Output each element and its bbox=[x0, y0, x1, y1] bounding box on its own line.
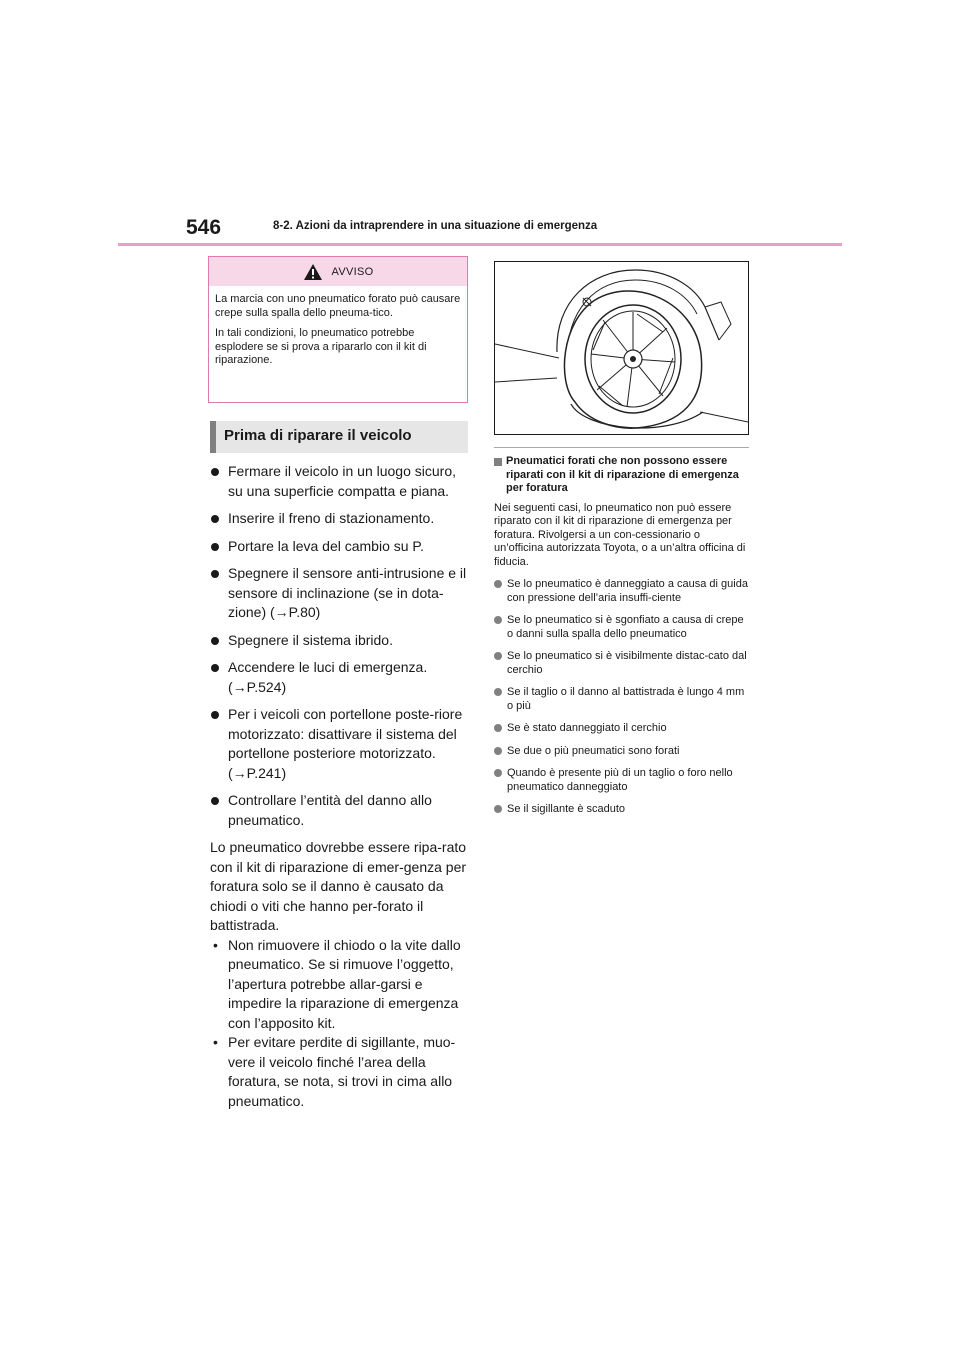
list-item: Accendere le luci di emergenza. (→P.524) bbox=[210, 658, 472, 697]
bullet-dot bbox=[211, 468, 219, 476]
list-item: Per i veicoli con portellone poste-riore motorizzato: disattivare il sistema del portellone posteriore motorizzato. (→P.241) bbox=[210, 705, 472, 783]
bullet-dot bbox=[211, 570, 219, 578]
list-item: Se due o più pneumatici sono forati bbox=[494, 745, 752, 759]
bullet-dot bbox=[494, 688, 502, 696]
sub-heading: Pneumatici forati che non possono essere riparati con il kit di riparazione di emergenza per foratura bbox=[494, 455, 752, 496]
bullet-dot bbox=[211, 543, 219, 551]
body-paragraph: Lo pneumatico dovrebbe essere ripa-rato con il kit di riparazione di emer-genza per foratura solo se il danno è causato da chiodi o viti che hanno per-forato il battistrada. bbox=[210, 839, 467, 933]
list-item: Se lo pneumatico si è visibilmente distac-cato dal cerchio bbox=[494, 650, 752, 677]
bullet-dot bbox=[494, 652, 502, 660]
bullet-dot bbox=[211, 797, 219, 805]
illustration-divider bbox=[494, 447, 749, 448]
right-column bbox=[494, 455, 752, 826]
warning-paragraph: In tali condizioni, lo pneumatico potrebbe esplodere se si prova a ripararlo con il kit di riparazione. bbox=[215, 327, 427, 366]
header-divider bbox=[118, 243, 842, 246]
list-item: Se lo pneumatico si è sgonfiato a causa di crepe o danni sulla spalla dello pneumatico bbox=[494, 614, 752, 641]
bullet-dot bbox=[494, 616, 502, 624]
flat-tire-illustration bbox=[494, 261, 749, 435]
list-item: Portare la leva del cambio su P. bbox=[210, 537, 472, 557]
section-heading: Prima di riparare il veicolo bbox=[210, 421, 468, 453]
list-item: Spegnere il sistema ibrido. bbox=[210, 631, 472, 651]
list-item: Se il taglio o il danno al battistrada è lungo 4 mm o più bbox=[494, 686, 752, 713]
bullet-dot bbox=[494, 805, 502, 813]
list-item: Se è stato danneggiato il cerchio bbox=[494, 722, 752, 736]
warning-paragraph: La marcia con uno pneumatico forato può causare crepe sulla spalla dello pneuma-tico. bbox=[215, 293, 461, 319]
bullet-dot bbox=[211, 711, 219, 719]
list-item: Quando è presente più di un taglio o foro nello pneumatico danneggiato bbox=[494, 767, 752, 794]
bullet-dot bbox=[494, 747, 502, 755]
page-number: 546 bbox=[186, 216, 222, 239]
tire-drawing bbox=[495, 262, 748, 434]
warning-label: AVVISO bbox=[331, 265, 374, 278]
bullet-dot bbox=[494, 769, 502, 777]
dash-item: • Per evitare perdite di sigillante, muo-vere il veicolo finché l’area della foratura, se nota, si trovi in cima allo pneumatico. bbox=[213, 1034, 456, 1109]
intro-paragraph: Nei seguenti casi, lo pneumatico non può essere riparato con il kit di riparazione di emergenza per foratura. Rivolgersi a un con-cessionario o un’officina autorizzata Toyota, o a un’altra officina di fiducia. bbox=[494, 501, 746, 568]
heading-square-icon bbox=[494, 458, 502, 466]
left-column bbox=[210, 462, 472, 1111]
dash-item: • Non rimuovere il chiodo o la vite dallo pneumatico. Se si rimuove l’oggetto, l’apertura potrebbe allar-garsi e impedire la riparazione di emergenza con l’apposito kit. bbox=[213, 936, 461, 1031]
chapter-title: 8-2. Azioni da intraprendere in una situazione di emergenza bbox=[273, 220, 598, 232]
warning-box bbox=[208, 256, 468, 403]
bullet-dot bbox=[494, 580, 502, 588]
bullet-dot bbox=[211, 515, 219, 523]
bullet-dot bbox=[211, 664, 219, 672]
list-item: Inserire il freno di stazionamento. bbox=[210, 509, 472, 529]
bullet-dot bbox=[211, 637, 219, 645]
list-item: Controllare l’entità del danno allo pneumatico. bbox=[210, 791, 472, 830]
list-item: Fermare il veicolo in un luogo sicuro, su una superficie compatta e piana. bbox=[210, 462, 472, 501]
list-item: Se il sigillante è scaduto bbox=[494, 803, 752, 817]
list-item: Se lo pneumatico è danneggiato a causa di guida con pressione dell’aria insuffi-ciente bbox=[494, 578, 752, 605]
bullet-dot bbox=[494, 724, 502, 732]
warning-header bbox=[209, 257, 467, 286]
warning-icon bbox=[303, 263, 323, 281]
list-item: Spegnere il sensore anti-intrusione e il sensore di inclinazione (se in dota-zione) (→P.80) bbox=[210, 564, 472, 623]
